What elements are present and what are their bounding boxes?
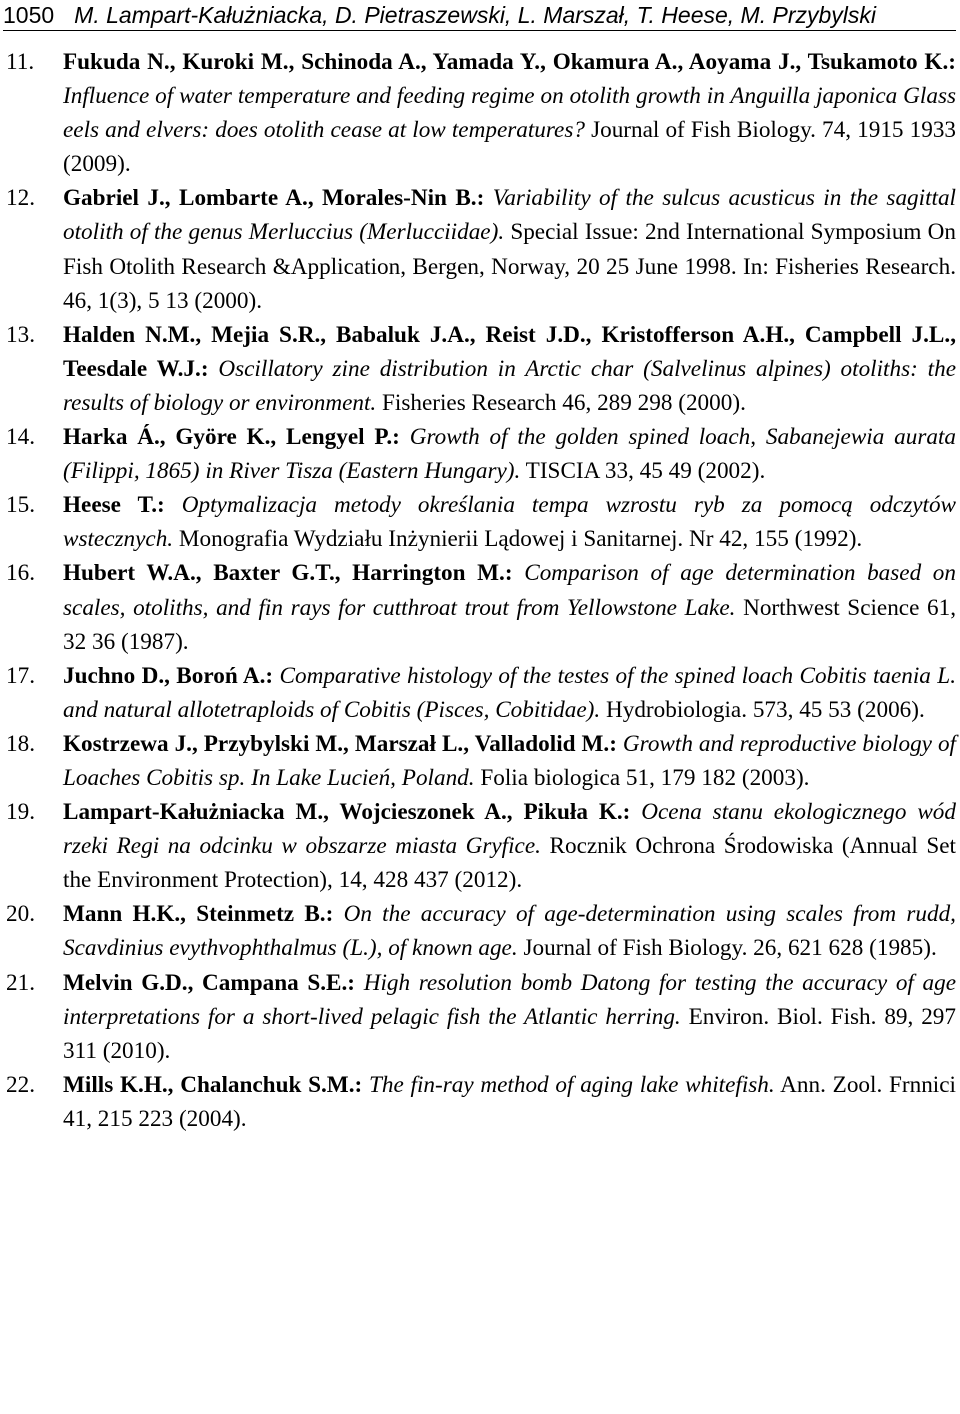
reference-number: 20. — [6, 901, 35, 928]
reference-title: Growth of the golden spined loach, Sabanejewia aurata (Filippi, 1865) in River Tisza (Eastern Hungary). — [63, 424, 956, 485]
reference-source: Monografia Wydziału Inżynierii Lądowej i Sanitarnej. Nr 42, 155 (1992). — [173, 526, 863, 553]
reference-item — [3, 45, 956, 181]
reference-item — [3, 556, 956, 658]
reference-item — [3, 318, 956, 420]
reference-authors: Harka Á., Györe K., Lengyel P.: — [63, 424, 400, 451]
reference-authors: Melvin G.D., Campana S.E.: — [63, 969, 356, 996]
reference-authors: Heese T.: — [63, 492, 165, 519]
reference-number: 19. — [6, 799, 35, 826]
reference-number: 16. — [6, 560, 35, 587]
reference-item — [3, 795, 956, 897]
reference-source: Folia biologica 51, 179 182 (2003). — [474, 764, 810, 791]
reference-authors: Gabriel J., Lombarte A., Morales-Nin B.: — [63, 185, 485, 212]
reference-item — [3, 897, 956, 965]
running-head-authors: M. Lampart-Kałużniacka, D. Pietraszewski, L. Marszał, T. Heese, M. Przybylski — [74, 2, 877, 28]
reference-source: Hydrobiologia. 573, 45 53 (2006). — [600, 696, 925, 723]
reference-item — [3, 420, 956, 488]
reference-item — [3, 966, 956, 1068]
reference-item — [3, 727, 956, 795]
reference-source: Northwest Science 61, 32 36 (1987). — [63, 594, 956, 655]
reference-number: 13. — [6, 321, 35, 348]
reference-title: Growth and reproductive biology of Loaches Cobitis sp. In Lake Lucień, Poland. — [63, 730, 957, 791]
reference-number: 22. — [6, 1071, 35, 1098]
reference-number: 12. — [6, 185, 35, 212]
reference-title: Optymalizacja metody określania tempa wzrostu ryb za pomocą odczytów wstecznych. — [63, 492, 957, 553]
reference-number: 17. — [6, 662, 35, 689]
reference-authors: Halden N.M., Mejia S.R., Babaluk J.A., Reist J.D., Kristofferson A.H., Campbell J.L., Teesdale W.J.: — [63, 321, 956, 382]
reference-item — [3, 488, 956, 556]
reference-authors: Fukuda N., Kuroki M., Schinoda A., Yamada Y., Okamura A., Aoyama J., Tsukamoto K.: — [63, 49, 956, 75]
reference-title: Comparison of age determination based on scales, otoliths, and fin rays for cutthroat trout from Yellowstone Lake. — [63, 560, 956, 621]
reference-number: 18. — [6, 730, 35, 757]
reference-authors: Mann H.K., Steinmetz B.: — [63, 901, 334, 928]
reference-source: Ann. Zool. Frnnici 41, 215 223 (2004). — [63, 1071, 956, 1132]
reference-list — [3, 45, 956, 1136]
reference-title: Oscillatory zine distribution in Arctic char (Salvelinus alpines) otoliths: the results of biology or environment. — [63, 355, 956, 416]
reference-item — [3, 1068, 956, 1136]
reference-source: Environ. Biol. Fish. 89, 297 311 (2010). — [63, 1003, 956, 1064]
reference-title: The fin-ray method of aging lake whitefish. — [362, 1071, 775, 1098]
reference-authors: Lampart-Kałużniacka M., Wojcieszonek A., Pikuła K.: — [63, 799, 631, 826]
reference-title: Influence of water temperature and feeding regime on otolith growth in Anguilla japonica Glass eels and elvers: does otolith cease at low temperatures? — [63, 83, 956, 144]
reference-source: Fisheries Research 46, 289 298 (2000). — [376, 389, 746, 416]
reference-title: Comparative histology of the testes of the spined loach Cobitis taenia L. and natural allotetraploids of Cobitis (Pisces, Cobitidae). — [63, 662, 956, 723]
reference-authors: Juchno D., Boroń A.: — [63, 662, 274, 689]
reference-authors: Kostrzewa J., Przybylski M., Marszał L., Valladolid M.: — [63, 730, 617, 757]
page-number: 1050 — [3, 2, 55, 28]
reference-title: Ocena stanu ekologicznego wód rzeki Regi na odcinku w obszarze miasta Gryfice. — [63, 799, 956, 860]
reference-source: Journal of Fish Biology. 26, 621 628 (1985). — [517, 935, 937, 962]
reference-item — [3, 181, 956, 317]
reference-source: Journal of Fish Biology. 74, 1915 1933 (2009). — [63, 117, 957, 178]
reference-number: 15. — [6, 492, 35, 519]
reference-authors: Hubert W.A., Baxter G.T., Harrington M.: — [63, 560, 513, 587]
reference-item — [3, 659, 956, 727]
reference-number: 11. — [6, 49, 35, 75]
reference-number: 21. — [6, 969, 35, 996]
reference-authors: Mills K.H., Chalanchuk S.M.: — [63, 1071, 363, 1098]
reference-title: On the accuracy of age-determination using scales from rudd, Scavdinius evythvophthalmus (L.), of known age. — [63, 901, 956, 962]
reference-source: TISCIA 33, 45 49 (2002). — [520, 458, 766, 485]
running-head — [3, 0, 956, 31]
reference-title: High resolution bomb Datong for testing the accuracy of age interpretations for a short-lived pelagic fish the Atlantic herring. — [63, 969, 956, 1030]
reference-number: 14. — [6, 424, 35, 451]
reference-source: Special Issue: 2nd International Symposium On Fish Otolith Research &Application, Bergen, Norway, 20 25 June 1998. In: Fisheries Research. 46, 1(3), 5 13 (2000). — [63, 219, 956, 314]
reference-source: Rocznik Ochrona Środowiska (Annual Set the Environment Protection), 14, 428 437 (2012). — [63, 833, 956, 894]
reference-title: Variability of the sulcus acusticus in the sagittal otolith of the genus Merluccius (Merlucciidae). — [63, 185, 956, 246]
